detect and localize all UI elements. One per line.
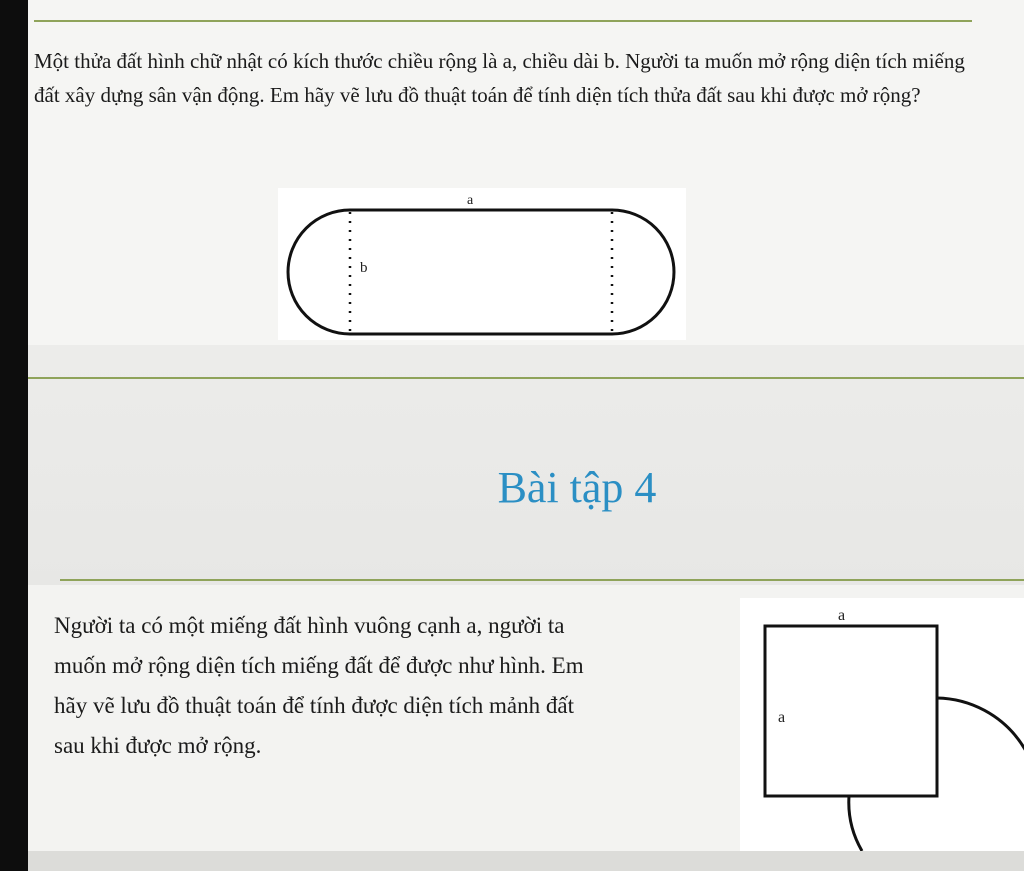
middle-divider-top <box>28 377 1024 379</box>
square-label-left: a <box>778 709 786 726</box>
left-black-bar <box>0 0 28 871</box>
problem-3-text: Một thửa đất hình chữ nhật có kích thước chiều rộng là a, chiều dài b. Người ta muốn mở rộng diện tích miếng đất xây dựng sân vận động. Em hãy vẽ lưu đồ thuật toán để tính diện tích thửa đất sau khi được mở rộng? <box>34 49 965 107</box>
square-label-top: a <box>838 607 846 624</box>
exercise-4-heading: Bài tập 4 <box>497 463 657 512</box>
top-divider <box>34 20 972 22</box>
square-with-arc-figure <box>740 598 1024 851</box>
problem-4-text: Người ta có một miếng đất hình vuông cạnh a, người ta muốn mở rộng diện tích miếng đất để được như hình. Em hãy vẽ lưu đồ thuật toán để tính được diện tích mảnh đất sau khi được mở rộng. <box>54 613 584 758</box>
bottom-strip <box>28 851 1024 871</box>
stadium-label-b: b <box>360 260 368 276</box>
middle-divider-bottom <box>60 579 1024 581</box>
stadium-label-a: a <box>467 193 474 208</box>
stadium-figure <box>278 188 686 340</box>
